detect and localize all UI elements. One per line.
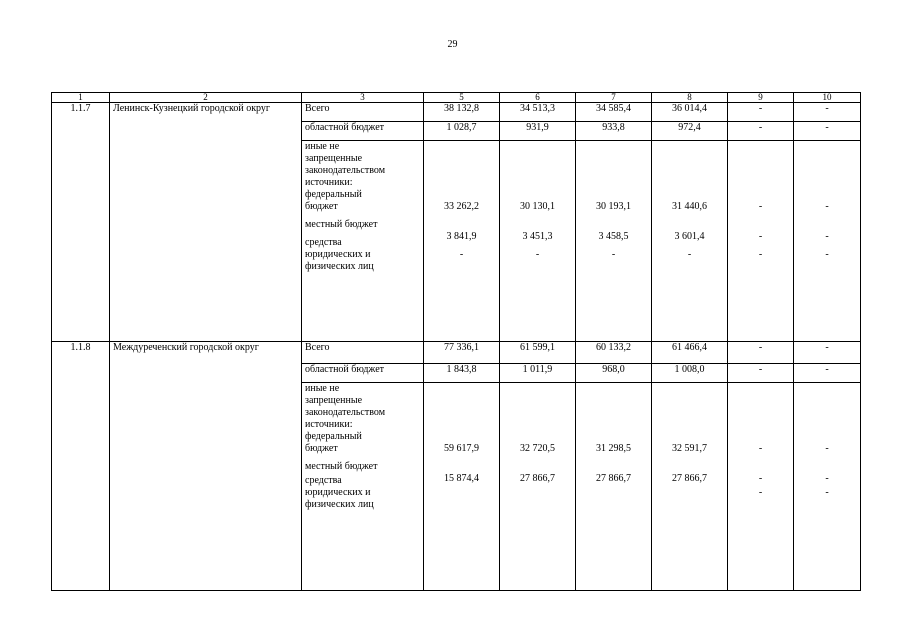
value-cell: 32 720,5 [520, 443, 555, 454]
value-cell: 34 513,3 [500, 103, 576, 122]
value-cell: 3 458,5 [598, 231, 629, 242]
source-label: бюджет [305, 443, 338, 454]
value-cell: 36 014,4 [652, 103, 728, 122]
value-column [576, 141, 652, 342]
source-label: Всего [302, 103, 424, 122]
column-number: 7 [576, 93, 652, 103]
value-cell: - [758, 231, 763, 242]
value-column [500, 383, 576, 591]
value-cell: - [728, 103, 794, 122]
value-cell: - [728, 122, 794, 141]
value-cell: - [728, 342, 794, 364]
value-cell: 3 451,3 [522, 231, 553, 242]
value-cell: - [728, 364, 794, 383]
value-cell: 31 440,6 [672, 201, 707, 212]
value-column [728, 383, 794, 591]
source-label: физических лиц [305, 499, 374, 510]
value-column [424, 383, 500, 591]
municipality-name: Междуреченский городской округ [110, 342, 302, 591]
value-cell: - [459, 249, 464, 260]
page-number: 29 [447, 39, 458, 50]
value-cell: - [687, 249, 692, 260]
value-cell: 968,0 [576, 364, 652, 383]
source-label: областной бюджет [302, 364, 424, 383]
source-label: запрещенные [305, 395, 363, 406]
value-cell: 60 133,2 [576, 342, 652, 364]
value-cell: 77 336,1 [424, 342, 500, 364]
value-cell: - [825, 487, 829, 498]
value-cell: - [758, 249, 763, 260]
row-code: 1.1.7 [52, 103, 110, 342]
value-cell: 15 874,4 [444, 473, 479, 484]
value-cell: 38 132,8 [424, 103, 500, 122]
value-cell: - [758, 201, 763, 212]
source-breakdown-labels [302, 141, 424, 342]
value-column [576, 383, 652, 591]
source-label: законодательством [305, 407, 386, 418]
column-number-row [52, 93, 861, 103]
value-cell: - [825, 201, 829, 212]
value-cell: 61 599,1 [500, 342, 576, 364]
source-label: юридических и [305, 249, 371, 260]
value-cell: 931,9 [500, 122, 576, 141]
value-column [794, 383, 861, 591]
value-cell: 27 866,7 [672, 473, 707, 484]
source-label: бюджет [305, 201, 338, 212]
column-number: 8 [652, 93, 728, 103]
value-cell: 3 841,9 [446, 231, 477, 242]
value-cell: - [794, 122, 861, 141]
value-cell: 27 866,7 [596, 473, 631, 484]
source-label: средства [305, 237, 342, 248]
value-cell: 933,8 [576, 122, 652, 141]
value-cell: 59 617,9 [444, 443, 479, 454]
value-cell: - [758, 473, 763, 484]
value-cell: - [825, 249, 829, 260]
source-label: федеральный [305, 189, 362, 200]
value-cell: - [611, 249, 616, 260]
value-cell: 1 008,0 [652, 364, 728, 383]
column-number: 1 [52, 93, 110, 103]
value-column [728, 141, 794, 342]
source-label: областной бюджет [302, 122, 424, 141]
source-label: иные не [305, 383, 340, 394]
value-column [794, 141, 861, 342]
value-cell: - [758, 487, 763, 498]
column-number: 6 [500, 93, 576, 103]
value-cell: 30 193,1 [596, 201, 631, 212]
table-row [52, 103, 861, 122]
source-label: юридических и [305, 487, 371, 498]
row-code: 1.1.8 [52, 342, 110, 591]
value-column [652, 141, 728, 342]
source-label: источники: [305, 177, 353, 188]
value-cell: 32 591,7 [672, 443, 707, 454]
table-row [52, 342, 861, 364]
value-cell: 61 466,4 [652, 342, 728, 364]
column-number: 9 [728, 93, 794, 103]
value-cell: - [758, 443, 763, 454]
source-label: запрещенные [305, 153, 363, 164]
value-cell: - [794, 364, 861, 383]
source-breakdown-labels [302, 383, 424, 591]
value-cell: - [794, 342, 861, 364]
column-number: 3 [302, 93, 424, 103]
source-label: Всего [302, 342, 424, 364]
value-cell: 1 843,8 [424, 364, 500, 383]
source-label: источники: [305, 419, 353, 430]
value-cell: - [535, 249, 540, 260]
value-cell: 27 866,7 [520, 473, 555, 484]
value-cell: 33 262,2 [444, 201, 479, 212]
value-cell: 34 585,4 [576, 103, 652, 122]
source-label: местный бюджет [305, 219, 378, 230]
value-cell: - [825, 231, 829, 242]
value-cell: 1 011,9 [500, 364, 576, 383]
value-cell: 972,4 [652, 122, 728, 141]
source-label: физических лиц [305, 261, 374, 272]
value-cell: - [825, 443, 829, 454]
column-number: 10 [794, 93, 861, 103]
column-number: 5 [424, 93, 500, 103]
source-label: местный бюджет [305, 461, 378, 472]
source-label: средства [305, 475, 342, 486]
value-cell: 31 298,5 [596, 443, 631, 454]
municipality-name: Ленинск-Кузнецкий городской округ [110, 103, 302, 342]
value-column [424, 141, 500, 342]
source-label: федеральный [305, 431, 362, 442]
value-cell: 1 028,7 [424, 122, 500, 141]
value-cell: - [794, 103, 861, 122]
budget-table [51, 92, 861, 591]
source-label: иные не [305, 141, 340, 152]
source-label: законодательством [305, 165, 386, 176]
value-column [652, 383, 728, 591]
value-cell: - [825, 473, 829, 484]
value-column [500, 141, 576, 342]
value-cell: 3 601,4 [674, 231, 705, 242]
column-number: 2 [110, 93, 302, 103]
value-cell: 30 130,1 [520, 201, 555, 212]
